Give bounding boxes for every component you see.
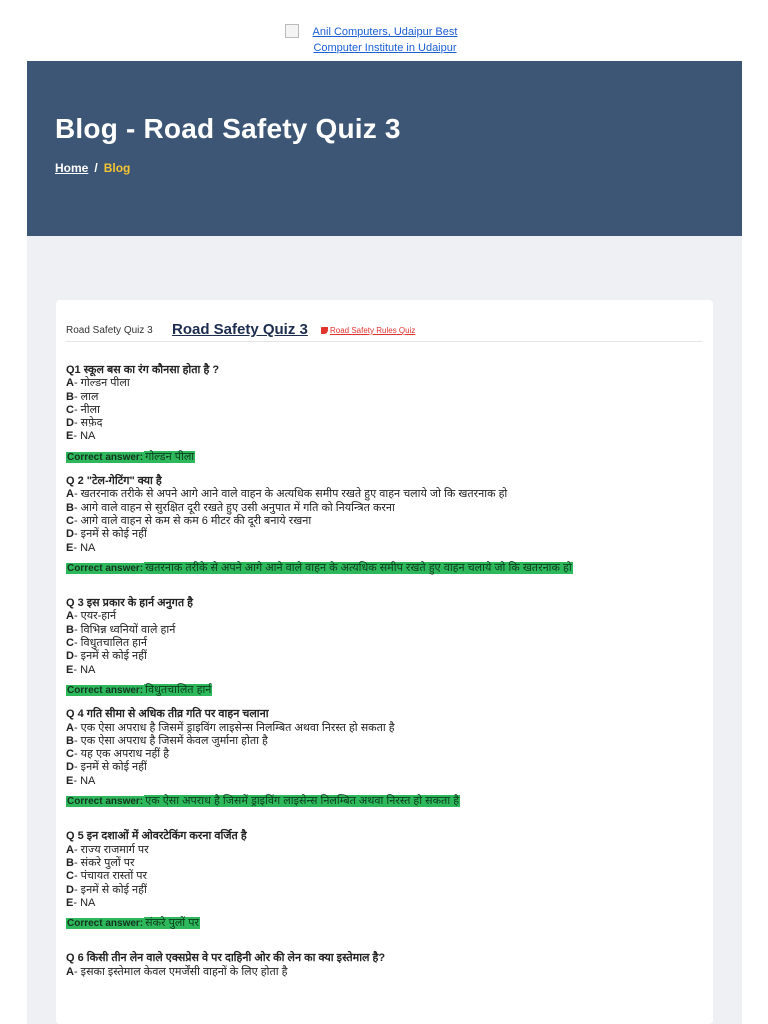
page-hero [27, 61, 742, 236]
post-card [56, 300, 713, 1024]
question-title: Q 4 गति सीमा से अधिक तीव्र गति पर वाहन चलाना [66, 708, 269, 721]
post-tag-label: Road Safety Rules Quiz [330, 326, 416, 335]
logo-alt-line2: Computer Institute in Udaipur [313, 42, 457, 54]
option-d: D- इनमें से कोई नहीं [66, 650, 147, 663]
question-block [66, 364, 706, 464]
breadcrumb-current: Blog [103, 161, 131, 175]
breadcrumb [55, 161, 130, 175]
question-title: Q 2 "टेल-गेटिंग" क्या है [66, 475, 162, 488]
question-title: Q1 स्कूल बस का रंग कौनसा होता है ? [66, 364, 220, 376]
question-title: Q 3 इस प्रकार के हार्न अनुगत है [66, 597, 194, 610]
option-e: E- NA [66, 430, 96, 443]
option-a: A- राज्य राजमार्ग पर [66, 843, 149, 856]
question-block [66, 475, 706, 575]
correct-answer: Correct answer: गोल्डन पीला [67, 450, 195, 463]
option-c: C- पंचायत रास्तों पर [66, 870, 148, 883]
option-d: D- इनमें से कोई नहीं [66, 761, 147, 774]
option-d: D- इनमें से कोई नहीं [66, 883, 147, 896]
option-d: D- इनमें से कोई नहीं [66, 528, 147, 541]
correct-answer: Correct answer: एक ऐसा अपराध है जिसमें ड्राइविंग लाइसेन्स निलम्बित अथवा निरस्त हो सकता है [67, 795, 460, 808]
breadcrumb-home-link[interactable]: Home [55, 161, 89, 175]
correct-answer: Correct answer: संकरे पुलों पर [67, 917, 199, 930]
question-block [66, 597, 706, 697]
option-a: A- इसका इस्तेमाल केवल एमर्जेंसी वाहनों के लिए होता है [66, 965, 288, 978]
question-title: Q 6 किसी तीन लेन वाले एक्सप्रेस वे पर दाहिनी ओर की लेन का क्या इस्तेमाल है? [66, 952, 386, 965]
option-d: D- सफ़ेद [66, 417, 103, 430]
correct-answer: Correct answer: विधुतचालित हार्न [67, 683, 212, 696]
option-a: A- खतरनाक तरीके से अपने आगे आने वाले वाहन के अत्यधिक समीप रखते हुए वाहन चलाये जो कि खतरनाक हो [66, 488, 508, 501]
option-a: A- गोल्डन पीला [66, 377, 130, 390]
option-c: C- आगे वाले वाहन से कम से कम 6 मीटर की दूरी बनाये रखना [66, 514, 312, 527]
question-block [66, 952, 706, 979]
post-thumbnail-alt: Road Safety Quiz 3 [66, 325, 153, 336]
post-title-link[interactable]: Road Safety Quiz 3 [172, 321, 308, 338]
correct-answer: Correct answer: खतरनाक तरीके से अपने आगे आने वाले वाहन के अत्यधिक समीप रखते हुए वाहन चलाये जो कि खतरनाक हो [67, 561, 572, 574]
top-bar [0, 0, 768, 61]
tag-icon [321, 327, 328, 334]
option-a: A- एक ऐसा अपराध है जिसमें ड्राइविंग लाइसेन्स निलम्बित अथवा निरस्त हो सकता है [66, 721, 395, 734]
quiz-content [66, 364, 706, 979]
option-e: E- NA [66, 541, 96, 554]
option-c: C- नीला [66, 403, 100, 416]
logo-alt-line1: Anil Computers, Udaipur Best [312, 26, 458, 38]
question-block [66, 830, 706, 930]
option-e: E- NA [66, 896, 96, 909]
option-b: B- एक ऐसा अपराध है जिसमें केवल जुर्माना होता है [66, 734, 268, 747]
breadcrumb-separator: / [94, 161, 98, 175]
option-b: B- विभिन्न ध्वनियों वाले हार्न [66, 623, 176, 636]
question-title: Q 5 इन दशाओं में ओवरटेकिंग करना वर्जित है [66, 830, 247, 843]
post-tag-link[interactable] [321, 326, 415, 335]
question-block [66, 708, 706, 808]
post-header [66, 322, 702, 342]
option-e: E- NA [66, 774, 96, 787]
option-c: C- विधुतचालित हार्न [66, 637, 147, 650]
option-b: B- लाल [66, 390, 99, 403]
option-b: B- संकरे पुलों पर [66, 856, 135, 869]
site-logo-link[interactable] [285, 24, 485, 56]
option-c: C- यह एक अपराध नहीं है [66, 748, 170, 761]
option-b: B- आगे वाले वाहन से सुरक्षित दूरी रखते हुए उसी अनुपात में गति को नियन्त्रित करना [66, 501, 395, 514]
option-e: E- NA [66, 663, 96, 676]
page-title: Blog - Road Safety Quiz 3 [55, 113, 401, 144]
option-a: A- एयर-हार्न [66, 610, 117, 623]
